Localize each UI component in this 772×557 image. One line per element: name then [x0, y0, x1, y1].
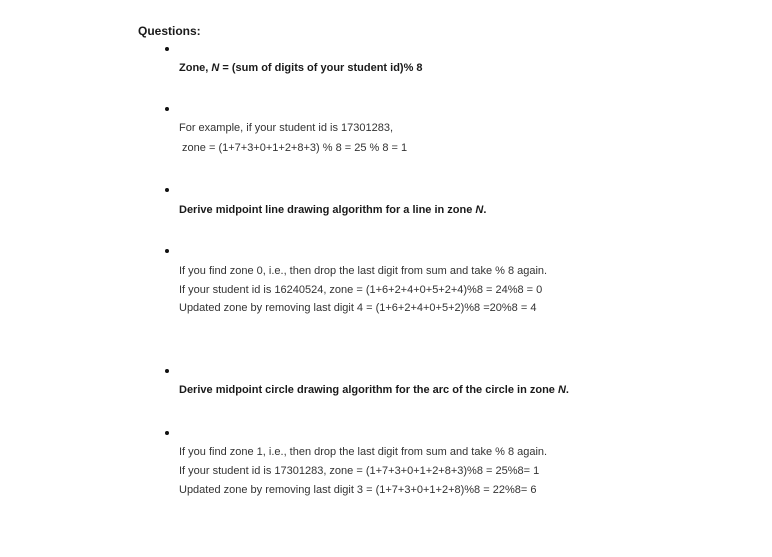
bullet-5: [165, 369, 169, 373]
zone-definition: [179, 61, 423, 75]
zone-definition-suffix: = (sum of digits of your student id)% 8: [219, 62, 423, 74]
circle-algorithm-task: [179, 383, 569, 397]
line-task-prefix: Derive midpoint line drawing algorithm for a line in zone: [179, 204, 476, 216]
line-task-variable: N: [475, 204, 484, 216]
zone0-note-line-3: Updated zone by removing last digit 4 = (1+6+2+4+0+5+2)%8 =20%8 = 4: [179, 302, 537, 314]
example-line-2: zone = (1+7+3+0+1+2+8+3) % 8 = 25 % 8 = 1: [179, 142, 408, 154]
zone0-note-line-1: If you find zone 0, i.e., then drop the last digit from sum and take % 8 again.: [179, 265, 548, 277]
circle-task-suffix: .: [565, 384, 569, 396]
line-algorithm-task: [179, 203, 486, 217]
questions-heading: Questions:: [138, 24, 201, 38]
bullet-6: [165, 431, 169, 435]
circle-task-prefix: Derive midpoint circle drawing algorithm for the arc of the circle in zone: [179, 384, 558, 396]
bullet-1: [165, 47, 169, 51]
zone0-note-line-2: If your student id is 16240524, zone = (1+6+2+4+0+5+2+4)%8 = 24%8 = 0: [179, 284, 543, 296]
zone-variable: N: [211, 62, 220, 74]
zone1-note-line-2: If your student id is 17301283, zone = (1+7+3+0+1+2+8+3)%8 = 25%8= 1: [179, 465, 540, 477]
bullet-2: [165, 107, 169, 111]
zone1-note-line-1: If you find zone 1, i.e., then drop the last digit from sum and take % 8 again.: [179, 446, 548, 458]
circle-task-variable: N: [557, 384, 566, 396]
zone-definition-prefix: Zone,: [179, 62, 212, 74]
zone1-note-line-3: Updated zone by removing last digit 3 = (1+7+3+0+1+2+8)%8 = 22%8= 6: [179, 484, 537, 496]
bullet-4: [165, 249, 169, 253]
example-line-1: For example, if your student id is 17301283,: [179, 122, 394, 134]
bullet-3: [165, 188, 169, 192]
line-task-suffix: .: [483, 204, 487, 216]
